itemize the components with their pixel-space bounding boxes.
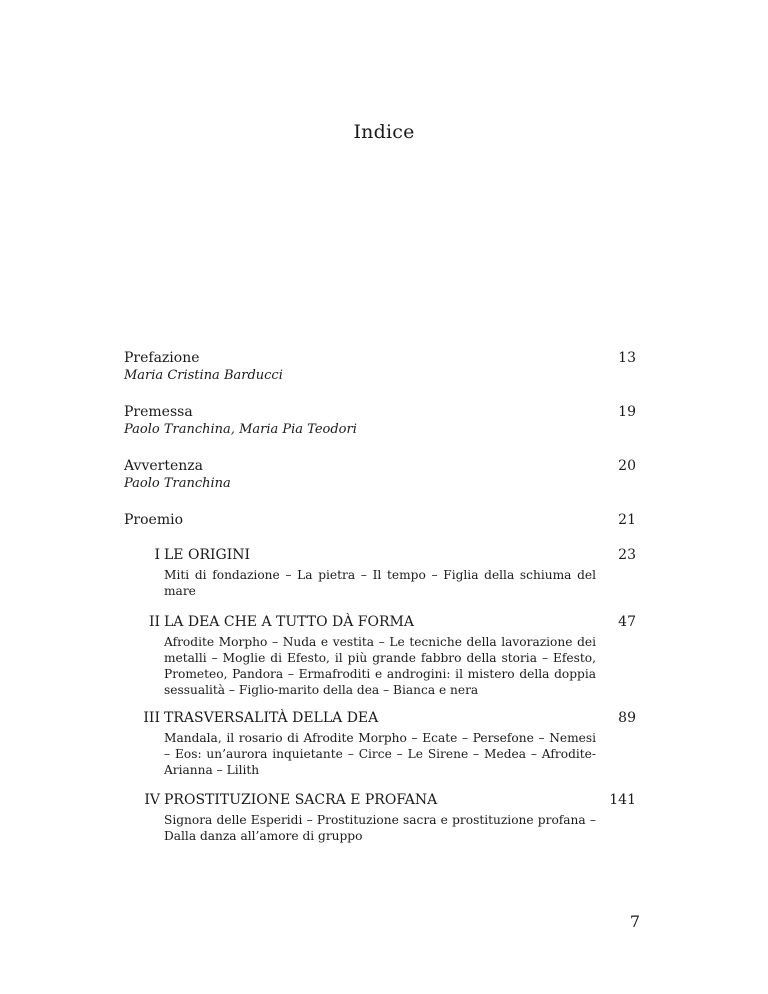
chapter-description: Afrodite Morpho – Nuda e vestita – Le tecniche della lavorazione dei metalli – Moglie di Efesto, il più grande fabbro della storia – Efesto, Prometeo, Pandora – Ermafroditi e androgini: il mistero della doppia sessualità – Figlio-marito della dea – Bianca e nera bbox=[164, 635, 596, 697]
toc-chapter-1[interactable] bbox=[124, 546, 636, 599]
toc-entry-avvertenza[interactable] bbox=[124, 457, 636, 493]
toc-entry-prefazione[interactable] bbox=[124, 349, 636, 385]
chapter-page: 141 bbox=[609, 792, 636, 808]
toc-chapter-2[interactable] bbox=[124, 613, 636, 698]
toc-entry-premessa[interactable] bbox=[124, 403, 636, 439]
chapter-page: 23 bbox=[618, 547, 636, 563]
entry-page: 19 bbox=[618, 404, 636, 420]
chapter-title: PROSTITUZIONE SACRA E PROFANA bbox=[164, 792, 438, 808]
entry-page: 13 bbox=[618, 350, 636, 366]
page-title: Indice bbox=[353, 121, 415, 143]
chapter-title: LA DEA CHE A TUTTO DÀ FORMA bbox=[164, 614, 414, 630]
entry-label: Proemio bbox=[124, 512, 184, 528]
chapter-title: LE ORIGINI bbox=[164, 547, 251, 563]
chapter-number: IV bbox=[144, 792, 160, 808]
toc-entry-proemio[interactable] bbox=[124, 511, 636, 529]
chapter-number: III bbox=[143, 710, 160, 726]
entry-author: Paolo Tranchina, Maria Pia Teodori bbox=[124, 422, 357, 437]
chapter-description: Mandala, il rosario di Afrodite Morpho – Ecate – Persefone – Nemesi – Eos: un’aurora inquietante – Circe – Le Sirene – Medea – Afrodite-Arianna – Lilith bbox=[164, 731, 596, 777]
chapter-title: TRASVERSALITÀ DELLA DEA bbox=[164, 710, 379, 726]
chapter-description: Miti di fondazione – La pietra – Il tempo – Figlia della schiuma del mare bbox=[164, 568, 596, 598]
entry-page: 21 bbox=[618, 512, 636, 528]
chapter-number: II bbox=[148, 614, 160, 630]
entry-label: Avvertenza bbox=[124, 458, 203, 474]
chapter-number: I bbox=[154, 547, 160, 563]
entry-label: Premessa bbox=[124, 404, 193, 420]
entry-author: Maria Cristina Barducci bbox=[124, 368, 283, 383]
entry-author: Paolo Tranchina bbox=[124, 476, 231, 491]
toc-chapter-4[interactable] bbox=[124, 791, 636, 844]
page-number: 7 bbox=[629, 912, 640, 931]
entry-page: 20 bbox=[618, 458, 636, 474]
entry-label: Prefazione bbox=[124, 350, 200, 366]
chapter-description: Signora delle Esperidi – Prostituzione sacra e prostituzione profana – Dalla danza all’amore di gruppo bbox=[164, 813, 596, 843]
chapter-page: 47 bbox=[618, 614, 636, 630]
toc-chapter-3[interactable] bbox=[124, 709, 636, 778]
chapter-page: 89 bbox=[618, 710, 636, 726]
